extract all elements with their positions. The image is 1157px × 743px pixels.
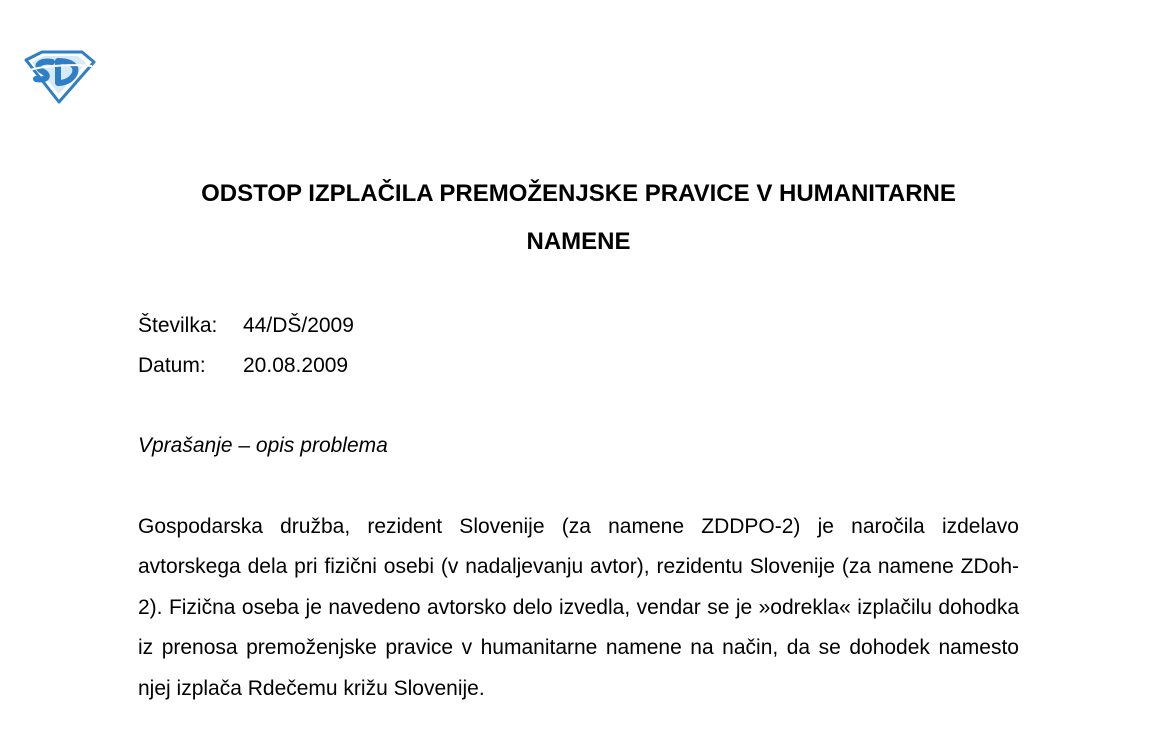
date-value: 20.08.2009 bbox=[243, 354, 349, 377]
title-line-2: NAMENE bbox=[526, 228, 631, 255]
document-meta bbox=[138, 306, 354, 386]
date-label: Datum: bbox=[138, 354, 206, 377]
title-line-1: ODSTOP IZPLAČILA PREMOŽENJSKE PRAVICE V HUMANITARNE bbox=[201, 180, 956, 207]
shield-logo-icon bbox=[22, 50, 96, 104]
logo bbox=[22, 50, 96, 104]
date-row bbox=[138, 346, 354, 386]
document-title bbox=[120, 170, 1037, 266]
number-label: Številka: bbox=[138, 314, 218, 337]
section-heading: Vprašanje – opis problema bbox=[138, 434, 388, 457]
body-paragraph: Gospodarska družba, rezident Slovenije (za namene ZDDPO-2) je naročila izdelavo avtorskega dela pri fizični osebi (v nadaljevanju avtor), rezidentu Slovenije (za namene ZDoh-2). Fizična oseba je navedeno avtorsko delo izvedla, vendar se je »odrekla« izplačilu dohodka iz prenosa premoženjske pravice v humanitarne namene na način, da se dohodek namesto njej izplača Rdečemu križu Slovenije. bbox=[138, 515, 1019, 700]
number-value: 44/DŠ/2009 bbox=[243, 314, 354, 337]
number-row bbox=[138, 306, 354, 346]
